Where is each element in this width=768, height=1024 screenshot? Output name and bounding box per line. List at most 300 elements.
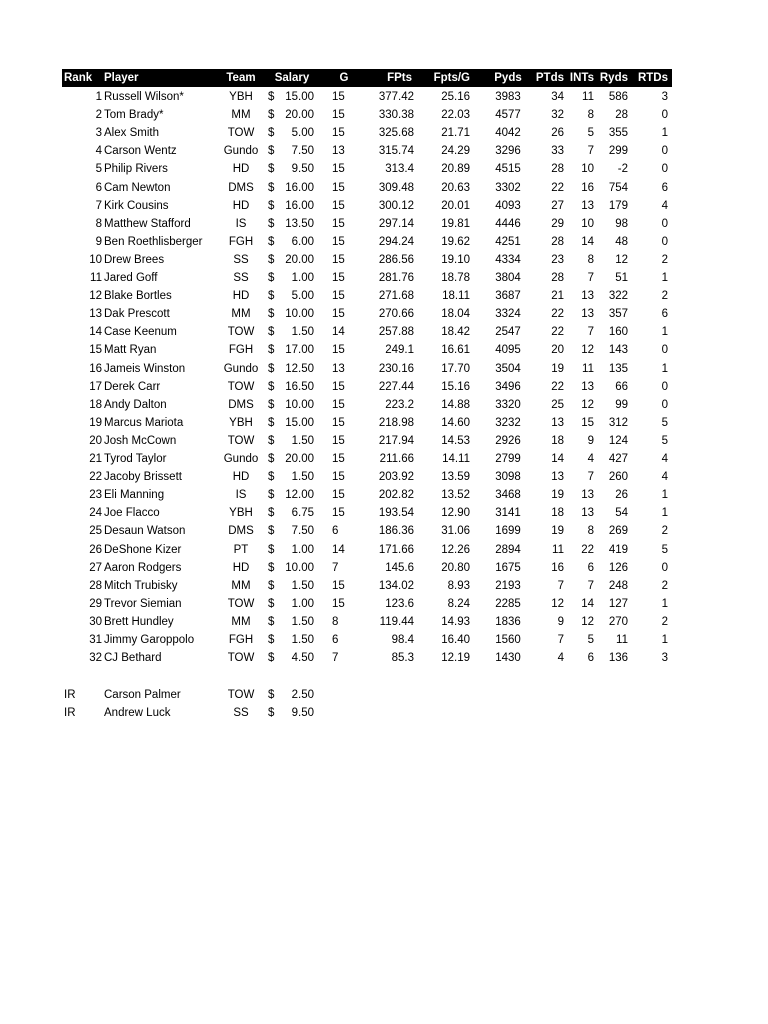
cell-salary: 5.00 <box>291 290 314 303</box>
cell-pyds: 3141 <box>495 507 521 520</box>
cell-ryds: 135 <box>608 362 628 375</box>
cell-ryds: 28 <box>615 109 628 122</box>
cell-rank: 13 <box>89 308 102 321</box>
cell-salary: 20.00 <box>285 253 314 266</box>
cell-fpts: 377.42 <box>378 91 414 103</box>
cell-ptds: 29 <box>551 217 564 230</box>
cell-pyds: 2547 <box>495 326 521 339</box>
cell-fpts: 294.24 <box>378 235 414 248</box>
cell-ptds: 14 <box>551 453 564 465</box>
cell-ints: 9 <box>587 434 594 447</box>
cell-player: Blake Bortles <box>104 290 172 303</box>
cell-ints: 6 <box>587 652 594 665</box>
cell-salary: 10.00 <box>285 398 314 411</box>
table-row <box>62 577 672 595</box>
cell-g: 15 <box>332 235 345 248</box>
cell-fptsg: 12.19 <box>441 652 470 665</box>
cell-g: 15 <box>332 109 345 122</box>
cell-rtds: 1 <box>661 272 668 284</box>
cell-salary: 6.75 <box>291 507 314 520</box>
cell-ryds: 322 <box>608 290 628 303</box>
cell-fpts: 286.56 <box>378 253 414 266</box>
cell-pyds: 4334 <box>495 253 521 266</box>
cell-g: 14 <box>332 326 345 339</box>
cell-team: TOW <box>227 434 255 447</box>
cell-ptds: 12 <box>551 597 564 610</box>
cell-ptds: 21 <box>551 290 564 303</box>
cell-player: Cam Newton <box>104 181 171 194</box>
cell-currency: $ <box>268 453 275 465</box>
cell-ptds: 27 <box>551 199 564 212</box>
cell-fpts: 202.82 <box>378 489 414 502</box>
cell-fpts: 98.4 <box>391 634 414 646</box>
cell-salary: 9.50 <box>291 163 314 176</box>
cell-ints: 12 <box>581 615 594 628</box>
cell-player: Joe Flacco <box>104 507 160 520</box>
cell-g: 15 <box>332 597 345 610</box>
cell-fptsg: 19.81 <box>441 217 470 230</box>
cell-g: 13 <box>332 145 345 158</box>
cell-player: Drew Brees <box>104 253 165 266</box>
cell-fpts: 145.6 <box>385 561 414 574</box>
cell-ptds: 34 <box>551 91 564 103</box>
cell-ints: 16 <box>581 181 594 194</box>
cell-g: 15 <box>332 217 345 230</box>
cell-g: 15 <box>332 253 345 266</box>
cell-rank: 19 <box>89 416 102 429</box>
cell-pyds: 3296 <box>495 145 521 158</box>
cell-player: Derek Carr <box>104 380 161 393</box>
cell-ptds: 28 <box>551 235 564 248</box>
cell-ryds: 11 <box>616 634 628 646</box>
cell-rtds: 0 <box>661 145 668 158</box>
cell-currency: $ <box>268 398 275 411</box>
header-rtds: RTDs <box>637 72 668 84</box>
table-row <box>62 197 672 215</box>
cell-rtds: 0 <box>661 163 668 176</box>
cell-ints: 13 <box>581 199 594 212</box>
cell-rtds: 2 <box>661 290 668 303</box>
cell-pyds: 2285 <box>495 597 521 610</box>
cell-currency: $ <box>268 471 275 484</box>
cell-fpts: 217.94 <box>378 434 414 447</box>
cell-pyds: 3232 <box>495 416 521 429</box>
cell-pyds: 4251 <box>495 235 521 248</box>
cell-ryds: 12 <box>615 253 628 266</box>
cell-pyds: 1675 <box>495 561 521 574</box>
cell-ints: 13 <box>581 507 594 520</box>
cell-rank: 15 <box>89 344 102 357</box>
cell-pyds: 2894 <box>495 543 521 556</box>
ir-salary: 2.50 <box>291 689 314 701</box>
table-row <box>62 559 672 577</box>
cell-ptds: 19 <box>551 362 564 375</box>
cell-fptsg: 15.16 <box>441 380 470 393</box>
header-salary: Salary <box>274 72 310 84</box>
cell-ryds: 98 <box>615 217 628 230</box>
cell-player: Alex Smith <box>104 127 159 140</box>
cell-currency: $ <box>268 561 275 574</box>
cell-pyds: 3302 <box>495 181 521 194</box>
cell-currency: $ <box>268 272 275 284</box>
cell-fpts: 300.12 <box>378 199 414 212</box>
ir-salary: 9.50 <box>291 707 314 719</box>
cell-ints: 14 <box>581 235 594 248</box>
cell-fptsg: 13.59 <box>441 471 470 484</box>
cell-ptds: 28 <box>551 163 564 176</box>
cell-player: Matt Ryan <box>104 344 157 357</box>
cell-fptsg: 20.01 <box>441 199 470 212</box>
table-row <box>62 613 672 631</box>
cell-player: Josh McCown <box>104 434 177 447</box>
cell-ryds: 419 <box>608 543 628 556</box>
cell-currency: $ <box>268 525 275 538</box>
cell-player: Dak Prescott <box>104 308 170 321</box>
cell-currency: $ <box>268 127 275 140</box>
header-g: G <box>339 72 349 84</box>
cell-ryds: 66 <box>615 380 628 393</box>
cell-fpts: 186.36 <box>378 525 414 538</box>
cell-ints: 8 <box>587 253 594 266</box>
cell-ints: 6 <box>587 561 594 574</box>
cell-rtds: 0 <box>661 217 668 230</box>
cell-player: Jameis Winston <box>104 362 186 375</box>
cell-ptds: 7 <box>557 579 564 592</box>
header-fpts: FPts <box>387 72 412 84</box>
cell-salary: 4.50 <box>291 652 314 665</box>
cell-fpts: 297.14 <box>378 217 414 230</box>
cell-g: 15 <box>332 272 345 284</box>
cell-ptds: 19 <box>551 489 564 502</box>
cell-player: Tom Brady* <box>104 109 164 122</box>
cell-player: Tyrod Taylor <box>104 453 167 465</box>
cell-currency: $ <box>268 380 275 393</box>
cell-rtds: 3 <box>661 91 668 103</box>
cell-salary: 16.00 <box>285 181 314 194</box>
cell-currency: $ <box>268 145 275 158</box>
cell-fptsg: 25.16 <box>441 91 470 103</box>
cell-g: 15 <box>332 199 345 212</box>
cell-salary: 1.50 <box>291 326 314 339</box>
cell-fptsg: 8.24 <box>447 597 470 610</box>
table-row <box>62 450 672 468</box>
cell-currency: $ <box>268 597 275 610</box>
cell-player: Ben Roethlisberger <box>104 235 203 248</box>
table-row <box>62 541 672 559</box>
cell-g: 15 <box>332 471 345 484</box>
cell-ptds: 22 <box>551 380 564 393</box>
cell-fptsg: 14.53 <box>441 434 470 447</box>
cell-ints: 5 <box>587 127 594 140</box>
cell-ryds: 355 <box>608 127 628 140</box>
cell-g: 15 <box>332 398 345 411</box>
table-row <box>62 396 672 414</box>
cell-fptsg: 14.11 <box>442 453 470 465</box>
cell-ryds: 754 <box>608 181 628 194</box>
cell-fptsg: 12.26 <box>441 543 470 556</box>
cell-fptsg: 22.03 <box>441 109 470 122</box>
header-row <box>62 69 672 87</box>
cell-rank: 1 <box>95 91 102 103</box>
cell-ints: 8 <box>587 109 594 122</box>
cell-player: Matthew Stafford <box>104 217 191 230</box>
cell-salary: 1.00 <box>291 597 314 610</box>
cell-ptds: 16 <box>551 561 564 574</box>
cell-fpts: 257.88 <box>378 326 414 339</box>
cell-fpts: 193.54 <box>378 507 414 520</box>
cell-ptds: 19 <box>551 525 564 538</box>
cell-ryds: 48 <box>615 235 628 248</box>
cell-fpts: 223.2 <box>385 398 414 411</box>
cell-salary: 17.00 <box>285 344 314 357</box>
cell-g: 15 <box>332 91 345 103</box>
cell-g: 7 <box>332 652 339 665</box>
cell-g: 15 <box>332 380 345 393</box>
table-row <box>62 649 672 667</box>
cell-ryds: 136 <box>608 652 628 665</box>
cell-team: Gundo <box>223 145 259 158</box>
cell-ints: 4 <box>587 453 594 465</box>
cell-player: Desaun Watson <box>104 525 186 538</box>
cell-fptsg: 14.93 <box>441 615 470 628</box>
table-row <box>62 378 672 396</box>
cell-rank: 17 <box>89 380 102 393</box>
ir-row <box>62 686 672 704</box>
cell-rtds: 4 <box>661 199 668 212</box>
cell-team: HD <box>232 561 250 574</box>
cell-pyds: 4095 <box>495 344 521 357</box>
cell-rank: 28 <box>89 579 102 592</box>
cell-ryds: 54 <box>615 507 628 520</box>
cell-player: Case Keenum <box>104 326 177 339</box>
cell-ptds: 20 <box>551 344 564 357</box>
cell-ptds: 18 <box>551 507 564 520</box>
cell-ptds: 4 <box>557 652 564 665</box>
cell-team: HD <box>232 163 250 176</box>
cell-team: PT <box>233 543 249 556</box>
header-ryds: Ryds <box>599 72 628 84</box>
cell-pyds: 1699 <box>495 525 521 538</box>
table-row <box>62 486 672 504</box>
cell-salary: 7.50 <box>291 145 314 158</box>
cell-ints: 14 <box>581 597 594 610</box>
cell-g: 7 <box>332 561 339 574</box>
cell-salary: 10.00 <box>285 308 314 321</box>
cell-salary: 15.00 <box>285 416 314 429</box>
cell-team: MM <box>231 109 251 122</box>
cell-player: Jimmy Garoppolo <box>104 634 195 646</box>
table-row <box>62 179 672 197</box>
cell-g: 15 <box>332 181 345 194</box>
ir-player: Carson Palmer <box>104 689 181 701</box>
table-row <box>62 468 672 486</box>
cell-fpts: 85.3 <box>391 652 414 665</box>
cell-fpts: 281.76 <box>378 272 414 284</box>
cell-player: Russell Wilson* <box>104 91 184 103</box>
cell-ints: 7 <box>587 579 594 592</box>
cell-ints: 22 <box>581 543 594 556</box>
cell-salary: 12.00 <box>285 489 314 502</box>
cell-rtds: 5 <box>661 543 668 556</box>
cell-team: Gundo <box>223 362 259 375</box>
cell-salary: 1.50 <box>291 471 314 484</box>
cell-ryds: 99 <box>615 398 628 411</box>
table-row <box>62 106 672 124</box>
cell-ints: 5 <box>587 634 594 646</box>
cell-salary: 5.00 <box>291 127 314 140</box>
cell-fptsg: 14.60 <box>441 416 470 429</box>
cell-salary: 20.00 <box>285 453 314 465</box>
cell-rtds: 6 <box>661 308 668 321</box>
cell-ptds: 22 <box>551 326 564 339</box>
cell-fptsg: 16.40 <box>441 634 470 646</box>
cell-pyds: 3496 <box>495 380 521 393</box>
cell-fpts: 227.44 <box>378 380 414 393</box>
table-row <box>62 341 672 359</box>
cell-team: DMS <box>228 181 254 194</box>
cell-ryds: 126 <box>608 561 628 574</box>
cell-rtds: 5 <box>661 434 668 447</box>
cell-ryds: 270 <box>608 615 628 628</box>
cell-rank: 22 <box>89 471 102 484</box>
cell-fptsg: 19.10 <box>441 253 470 266</box>
cell-currency: $ <box>268 109 275 122</box>
cell-player: DeShone Kizer <box>104 543 182 556</box>
cell-ryds: 51 <box>615 272 628 284</box>
cell-rank: 5 <box>95 163 102 176</box>
cell-pyds: 4093 <box>495 199 521 212</box>
cell-rank: 23 <box>89 489 102 502</box>
cell-rtds: 0 <box>661 398 668 411</box>
cell-team: FGH <box>228 235 254 248</box>
cell-fptsg: 24.29 <box>441 145 470 158</box>
cell-salary: 1.00 <box>291 543 314 556</box>
cell-g: 8 <box>332 615 339 628</box>
cell-team: IS <box>235 217 247 230</box>
cell-rank: 31 <box>89 634 102 646</box>
cell-fptsg: 20.63 <box>441 181 470 194</box>
cell-fpts: 123.6 <box>385 597 414 610</box>
cell-rank: 2 <box>95 109 102 122</box>
cell-fpts: 230.16 <box>378 362 414 375</box>
cell-player: Aaron Rodgers <box>104 561 182 574</box>
table-row <box>62 287 672 305</box>
cell-team: SS <box>233 272 249 284</box>
cell-player: Jared Goff <box>104 272 158 284</box>
cell-pyds: 3804 <box>495 272 521 284</box>
cell-rtds: 4 <box>661 453 668 465</box>
cell-ints: 13 <box>581 380 594 393</box>
cell-g: 15 <box>332 489 345 502</box>
cell-fptsg: 20.80 <box>441 561 470 574</box>
cell-rtds: 1 <box>661 507 668 520</box>
cell-rtds: 0 <box>661 109 668 122</box>
ir-currency: $ <box>268 689 275 701</box>
cell-ptds: 18 <box>551 434 564 447</box>
cell-rtds: 3 <box>661 652 668 665</box>
cell-player: Andy Dalton <box>104 398 167 411</box>
cell-fptsg: 14.88 <box>441 398 470 411</box>
cell-rtds: 5 <box>661 416 668 429</box>
table-row <box>62 360 672 378</box>
cell-rtds: 1 <box>661 597 668 610</box>
cell-currency: $ <box>268 434 275 447</box>
cell-ryds: 143 <box>608 344 628 357</box>
cell-team: MM <box>231 615 251 628</box>
cell-rtds: 0 <box>661 561 668 574</box>
cell-g: 15 <box>332 163 345 176</box>
cell-currency: $ <box>268 235 275 248</box>
cell-fpts: 119.44 <box>379 615 414 628</box>
cell-ints: 13 <box>581 489 594 502</box>
cell-team: TOW <box>227 380 255 393</box>
cell-currency: $ <box>268 507 275 520</box>
table-row <box>62 142 672 160</box>
cell-salary: 1.00 <box>291 272 314 284</box>
cell-player: Eli Manning <box>104 489 165 502</box>
table-row <box>62 88 672 106</box>
cell-ints: 15 <box>581 416 594 429</box>
cell-player: Mitch Trubisky <box>104 579 178 592</box>
cell-ptds: 32 <box>551 109 564 122</box>
cell-pyds: 2926 <box>495 434 521 447</box>
cell-salary: 16.50 <box>285 380 314 393</box>
cell-team: DMS <box>228 525 254 538</box>
cell-team: MM <box>231 308 251 321</box>
cell-salary: 1.50 <box>291 434 314 447</box>
cell-salary: 10.00 <box>285 561 314 574</box>
cell-ptds: 7 <box>557 634 564 646</box>
cell-fptsg: 21.71 <box>441 127 470 140</box>
cell-team: DMS <box>228 398 254 411</box>
table-row <box>62 323 672 341</box>
cell-fpts: 313.4 <box>385 163 414 176</box>
table-row <box>62 233 672 251</box>
cell-pyds: 4515 <box>495 163 521 176</box>
cell-salary: 12.50 <box>285 362 314 375</box>
cell-ryds: 260 <box>608 471 628 484</box>
cell-currency: $ <box>268 362 275 375</box>
cell-currency: $ <box>268 543 275 556</box>
cell-currency: $ <box>268 308 275 321</box>
table-row <box>62 160 672 178</box>
cell-rank: 8 <box>95 217 102 230</box>
cell-pyds: 3468 <box>495 489 521 502</box>
header-fptsg: Fpts/G <box>433 72 470 84</box>
cell-fptsg: 31.06 <box>441 525 470 538</box>
cell-currency: $ <box>268 290 275 303</box>
cell-rtds: 1 <box>661 362 668 375</box>
cell-team: HD <box>232 290 250 303</box>
cell-rank: 26 <box>89 543 102 556</box>
cell-currency: $ <box>268 489 275 502</box>
cell-team: TOW <box>227 326 255 339</box>
cell-pyds: 3983 <box>495 91 521 103</box>
cell-pyds: 3687 <box>495 290 521 303</box>
cell-rank: 18 <box>89 398 102 411</box>
cell-fptsg: 13.52 <box>441 489 470 502</box>
cell-rtds: 1 <box>661 326 668 339</box>
cell-currency: $ <box>268 634 275 646</box>
cell-fptsg: 18.04 <box>441 308 470 321</box>
cell-salary: 6.00 <box>291 235 314 248</box>
cell-salary: 16.00 <box>285 199 314 212</box>
cell-rank: 11 <box>90 272 102 284</box>
cell-fpts: 249.1 <box>385 344 414 357</box>
cell-salary: 13.50 <box>285 217 314 230</box>
cell-pyds: 1836 <box>495 615 521 628</box>
cell-currency: $ <box>268 652 275 665</box>
